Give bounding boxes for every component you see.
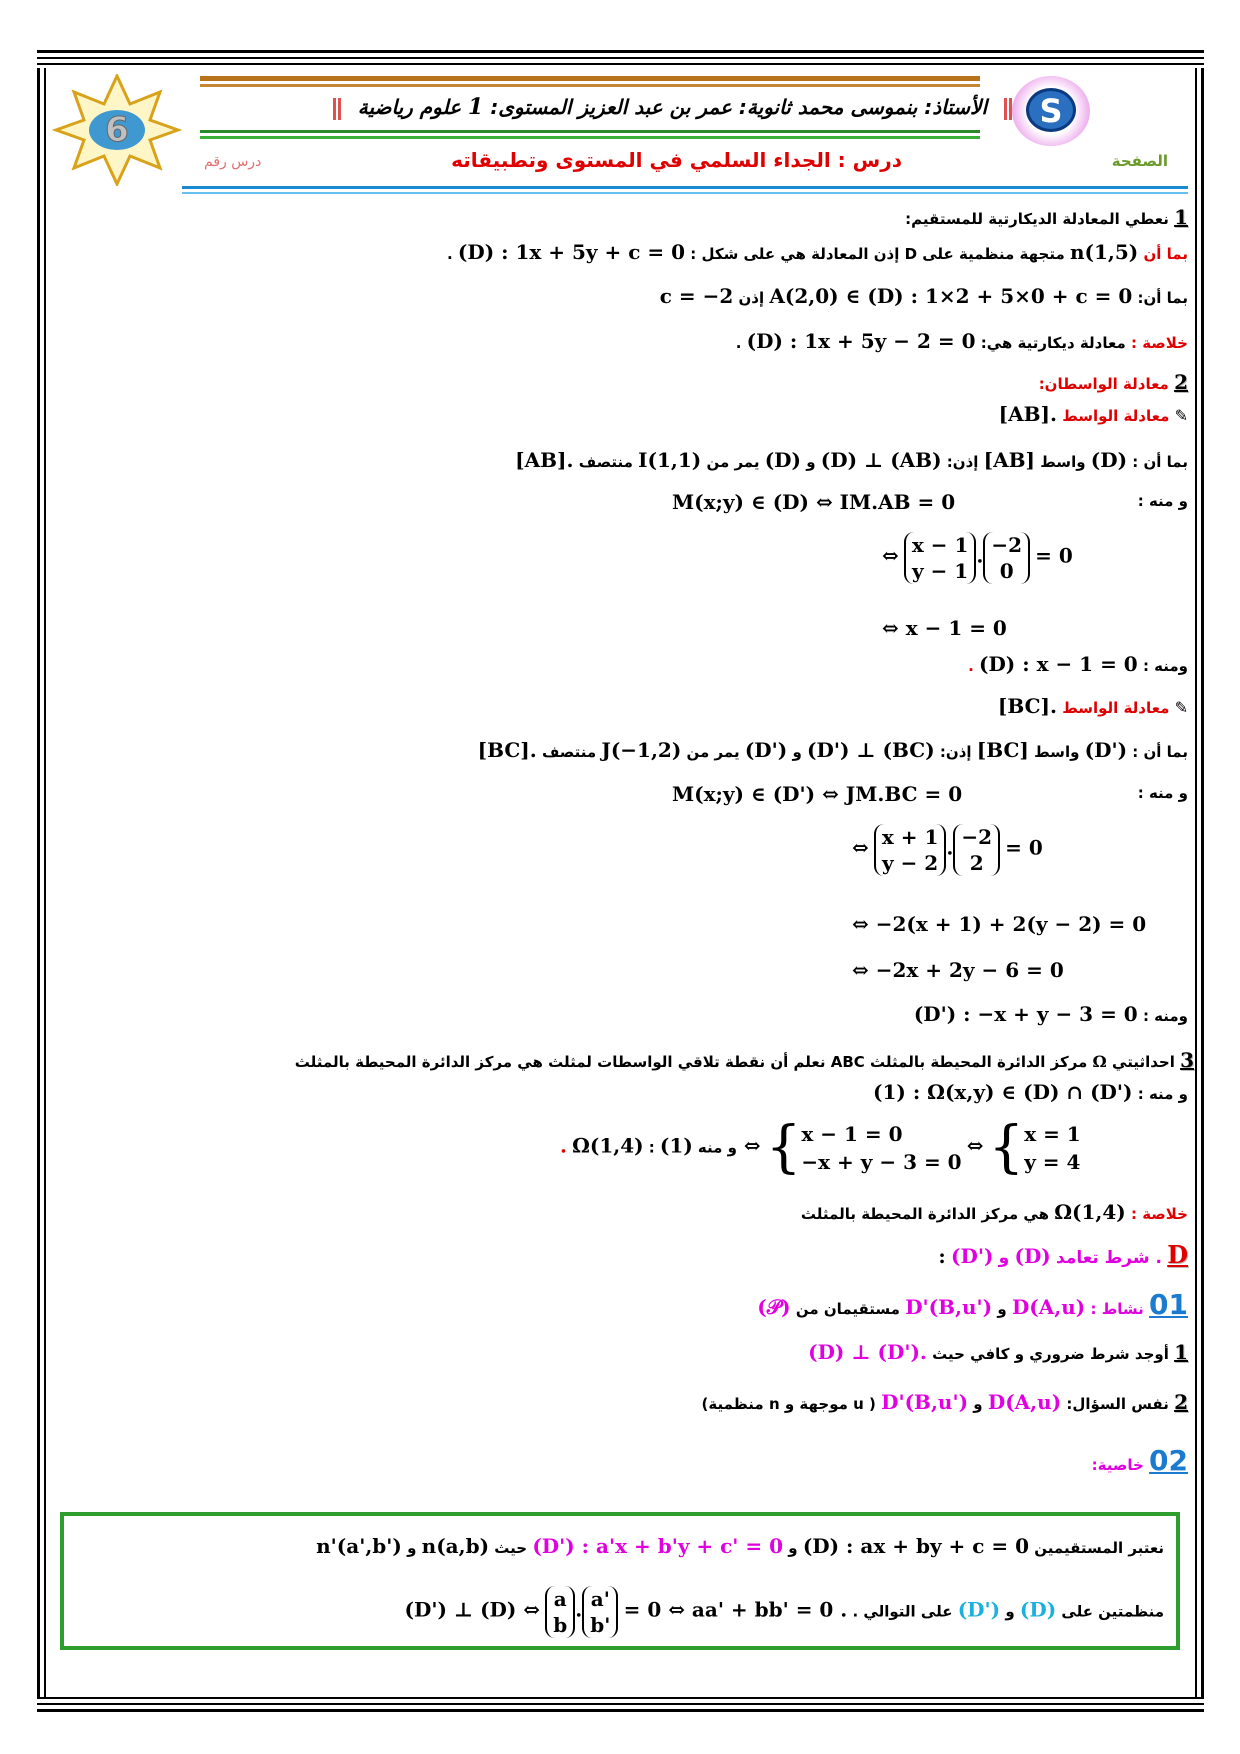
level-text: علوم رياضية [357,95,462,119]
sec1-title-text: نعطي المعادلة الديكارتية للمستقيم: [905,210,1169,228]
activity-d2: D'(B,u') [905,1295,993,1319]
sec2-b5: ⇔ −2x + 2y − 6 = 0 [852,958,1064,982]
b6-t: ومنه : [1142,1007,1188,1025]
q2-d1: D(A,u) [987,1390,1062,1414]
pencil-icon: ✎ [1174,406,1188,425]
q2-note: ( u موجهة و n منظمية) [701,1395,876,1413]
a1-I: I(1,1) [638,448,702,472]
activity-plane: (𝒫) [757,1295,791,1319]
box-v2-0: a' [590,1587,610,1611]
sec1-l3-eq: (D) : 1x + 5y − 2 = 0 [746,329,976,353]
header-line-brown-2 [200,84,980,87]
sec3-l4 [52,1200,1188,1224]
header-line-blue [182,186,1188,189]
sec3-l3-res: Ω(1,4) [572,1133,644,1158]
pipe-left-icon [333,98,341,120]
lesson-title-line [282,148,902,172]
b3-post: = 0 [1005,835,1043,860]
box-l2-t1: منظمتين على [1061,1602,1164,1621]
sec1-l1-text: متجهة منظمية على D إذن المعادلة هي على شكل : [690,245,1065,263]
a3-v2-0: −2 [991,533,1023,557]
activity-number: 01 [1149,1288,1188,1321]
brace-icon-2: { [988,1115,1025,1180]
a3-vec2 [983,532,1030,584]
a1-t3: إذن: [946,453,979,471]
a1-perp: (D) ⊥ (AB) [820,448,942,472]
box-l2-eq: (D') ⊥ (D) ⇔ a b. a' b' = 0 ⇔ aa' + bb' = 0 . [404,1587,848,1637]
secD-d2: (D') [951,1244,994,1268]
sec1-l3-end: . [735,334,742,352]
header-line-green-2 [200,136,980,139]
box-l1-and2: و [407,1539,417,1557]
sec1-l1-end: . [446,245,453,263]
b1-t4: و [792,743,802,761]
a1-t6: منتصف [578,453,633,471]
a1-AB: [AB] [983,448,1036,472]
secD-activity [52,1288,1188,1321]
sec1-l2-res: c = −2 [659,284,734,308]
b1-t6: منتصف [541,743,597,761]
sys2-1: y = 4 [1024,1150,1081,1174]
box-l2-d2: (D') [957,1597,1001,1622]
top-border-1 [37,50,1204,53]
sec3-l1 [52,1048,1194,1072]
sec3-sys2 [1024,1120,1081,1176]
bottom-border-2 [37,1703,1204,1705]
sec2-a5 [52,652,1188,676]
b1-t5: يمر من [686,743,740,761]
sec3-l1-t1: احداثيتي [1112,1053,1175,1071]
q2-and: و [973,1395,983,1413]
b3-vec2 [953,824,1000,876]
sec1-line2 [52,284,1188,308]
sec2-b-red: معادلة الواسط [1062,699,1170,717]
sec2-a-seg: [AB]. [998,402,1057,426]
b3-v1-0: x + 1 [881,825,939,849]
right-border-1 [1195,68,1197,1698]
activity-text: مستقيمان من [795,1300,900,1318]
box-l1-v2: n'(a',b') [316,1534,402,1558]
box-v1-0: a [553,1587,567,1611]
box-vec1 [545,1586,575,1638]
header-line-green [200,130,980,133]
box-l2-and: و [1005,1602,1015,1621]
a3-vec1 [904,532,977,584]
activity-and: و [997,1300,1007,1318]
sec2-a-red: معادلة الواسط [1062,407,1170,425]
sec2-a2-eq: M(x;y) ∈ (D) ⇔ IM.AB = 0 [672,490,956,514]
q1-number: 1 [1174,1340,1188,1364]
box-v2-1: b' [590,1613,611,1637]
a5-t: ومنه : [1142,657,1188,675]
b1-perp: (D') ⊥ (BC) [807,738,935,762]
a2-t: و منه : [1137,492,1188,510]
b3-pre: ⇔ [852,835,869,860]
sec3-l3-t: : و منه [648,1138,737,1157]
secD-property [52,1444,1188,1477]
sec2-number: 2 [1174,370,1188,394]
page-label: الصفحة [1111,152,1168,170]
sec1-l1-red: بما أن [1143,245,1188,263]
sec2-b-title [52,694,1188,718]
bottom-border-3 [37,1709,1204,1712]
property-label: خاصية: [1091,1456,1144,1474]
sec1-l2-text: بما أن: [1137,289,1188,307]
a1-D2: (D) [764,448,801,472]
a3-post: = 0 [1035,543,1073,568]
page [52,72,1194,1692]
sec3-l3-dot: . [560,1133,567,1158]
logo-icon [1012,76,1090,146]
box-l1-eq2: (D') : a'x + b'y + c' = 0 [532,1534,784,1558]
sys1-0: x − 1 = 0 [801,1122,903,1146]
sec1-l1-eq: (D) : 1x + 5y + c = 0 [457,240,686,264]
sec2-b6 [52,1002,1188,1026]
logo-letter: S [1026,88,1076,132]
a3-pre: ⇔ [882,543,899,568]
sec3-l3-eq2: ⇔ [966,1133,984,1158]
b1-t3: إذن: [939,743,972,761]
a3-v1-1: y − 1 [912,559,969,583]
teacher-line [182,94,1012,120]
box-l1-t1: نعتبر المستقيمين [1034,1539,1164,1557]
sec3-l3 [560,1115,1081,1180]
lesson-number-label: درس رقم [204,154,262,170]
secD-title [52,1240,1188,1269]
sys1-1: −x + y − 3 = 0 [801,1150,962,1174]
teacher-info: الأستاذ: بنموسى محمد ثانوية: عمر بن عبد العزيز المستوى: [490,95,988,119]
lesson-title: الجداء السلمي في المستوى وتطبيقاته [451,148,831,172]
sec3-l4-res: Ω(1,4) [1054,1200,1126,1224]
pipe-right-icon [1004,98,1012,120]
sec3-l4-t: هي مركز الدائرة المحيطة بالمثلث [800,1205,1049,1223]
sec1-number: 1 [1174,205,1188,229]
pencil-icon-2: ✎ [1174,698,1188,717]
sec2-b1 [52,738,1188,762]
secD-d1: (D) [1014,1244,1051,1268]
b3-v1-1: y − 2 [882,851,939,875]
sec2-a2-label [52,492,1188,510]
box-l1-t2: حيث [494,1539,528,1557]
sec3-l2-eq: (1) : Ω(x,y) ∈ (D) ∩ (D') [873,1080,1133,1104]
header-line-brown [200,76,980,81]
b1-D2: (D') [744,738,788,762]
a5-eq: (D) : x − 1 = 0 [979,652,1138,676]
a1-t4: و [806,453,816,471]
sec2-b3: ⇔ x + 1 y − 2. −2 2 = 0 [852,825,1043,875]
b1-seg: [BC]. [477,738,537,762]
header-line-blue-2 [182,192,1188,194]
b6-eq: (D') : −x + y − 3 = 0 [913,1002,1138,1026]
box-l1-eq1: (D) : ax + by + c = 0 [802,1534,1030,1558]
secD-title-text: . شرط تعامد [1056,1248,1162,1268]
secD-q2 [52,1390,1188,1414]
sec1-title [52,205,1188,229]
b2-t: و منه : [1137,784,1188,802]
top-border-3 [37,63,1204,65]
secD-and: و [998,1248,1010,1268]
sec3-l2 [52,1080,1188,1104]
normal-vector-n: n(1,5) [1070,240,1139,264]
q1-eq: (D) ⊥ (D'). [808,1340,927,1364]
sec2-a4: ⇔ x − 1 = 0 [882,616,1007,640]
b3-v2-1: 2 [969,851,984,875]
box-vec2 [582,1586,618,1638]
sec3-sys1 [801,1120,961,1176]
right-border-2 [1201,68,1204,1698]
box-l2-eq-post: = 0 ⇔ aa' + bb' = 0 . [623,1597,848,1622]
sec2-b-seg: [BC]. [997,694,1057,718]
q2-text: نفس السؤال: [1066,1395,1169,1413]
box-l2-eq-pre: (D') ⊥ (D) ⇔ [404,1597,541,1622]
sec2-title-text: معادلة الواسطان: [1038,375,1169,393]
b1-D: (D') [1084,738,1128,762]
top-border-2 [37,57,1204,59]
lesson-label: درس : [830,148,902,172]
a1-t2: واسط [1040,453,1086,471]
sec2-title [52,370,1188,394]
a1-t5: يمر من [706,453,760,471]
page-number-star-icon [52,74,182,186]
b1-t1: بما أن : [1132,743,1188,761]
brace-icon: { [765,1115,802,1180]
activity-label: نشاط : [1090,1300,1144,1318]
b1-t2: واسط [1034,743,1080,761]
sec2-a3: ⇔ x − 1 y − 1. −2 0 = 0 [882,533,1073,583]
a3-v2-1: 0 [999,559,1014,583]
property-box [60,1512,1180,1650]
a3-v1-0: x − 1 [911,533,969,557]
a1-t1: بما أن : [1132,453,1188,471]
activity-d1: D(A,u) [1011,1295,1086,1319]
b1-J: J(−1,2) [601,738,682,762]
sec1-l2-mid: إذن [738,289,765,307]
secD-colon: : [938,1244,946,1268]
header [52,72,1188,202]
sec3-l1-t2: مركز الدائرة المحيطة بالمثلث ABC نعلم أن نقطة تلاقي الواسطات لمثلث هي مركز الدائرة المحيطة بالمثلث [294,1053,1088,1071]
sec2-b4: ⇔ −2(x + 1) + 2(y − 2) = 0 [852,912,1147,936]
left-border-1 [37,68,40,1698]
b1-BC: [BC] [976,738,1029,762]
sec1-l3-text: معادلة ديكارتية هي: [980,334,1126,352]
level-number: 1 [468,94,484,120]
omega: Ω [1092,1052,1107,1071]
sec2-b2-label [52,784,1188,802]
q2-number: 2 [1174,1390,1188,1414]
sec1-l2-eq: A(2,0) ∈ (D) : 1×2 + 5×0 + c = 0 [769,284,1133,308]
bottom-border-1 [37,1697,1204,1699]
a5-dot: . [968,657,974,675]
box-l1-v1: n(a,b) [421,1534,490,1558]
a1-seg: [AB]. [515,448,574,472]
sec3-l3-eq1: (1) ⇔ [659,1133,761,1158]
sec2-a-title [52,402,1188,426]
page-number: 6 [105,110,129,150]
secD-q1 [52,1340,1188,1364]
box-l1-and: و [788,1539,798,1557]
q2-d2: D'(B,u') [881,1390,969,1414]
box-l2-d1: (D) [1019,1597,1057,1622]
sec3-l4-red: خلاصة : [1130,1205,1188,1223]
b3-v2-0: −2 [961,825,993,849]
q1-text: أوجد شرط ضروري و كافي حيث [932,1345,1169,1363]
box-l2-t2: على التوالي . [852,1602,953,1621]
a1-D: (D) [1090,448,1128,472]
sec1-l3-red: خلاصة : [1130,334,1188,352]
sec3-number: 3 [1180,1048,1194,1072]
sec2-a1 [52,448,1188,472]
left-border-2 [44,68,46,1698]
sec2-b2-eq: M(x;y) ∈ (D') ⇔ JM.BC = 0 [672,782,963,806]
sys2-0: x = 1 [1024,1122,1081,1146]
b3-vec1 [874,824,947,876]
box-l2 [76,1586,1164,1638]
sec1-line3 [52,329,1188,353]
sec3-l2-t: و منه : [1137,1085,1188,1103]
property-number: 02 [1149,1444,1188,1477]
box-l1 [76,1534,1164,1558]
secD-letter: D [1167,1240,1188,1269]
box-v1-1: b [553,1613,568,1637]
sec1-line1 [52,240,1188,264]
